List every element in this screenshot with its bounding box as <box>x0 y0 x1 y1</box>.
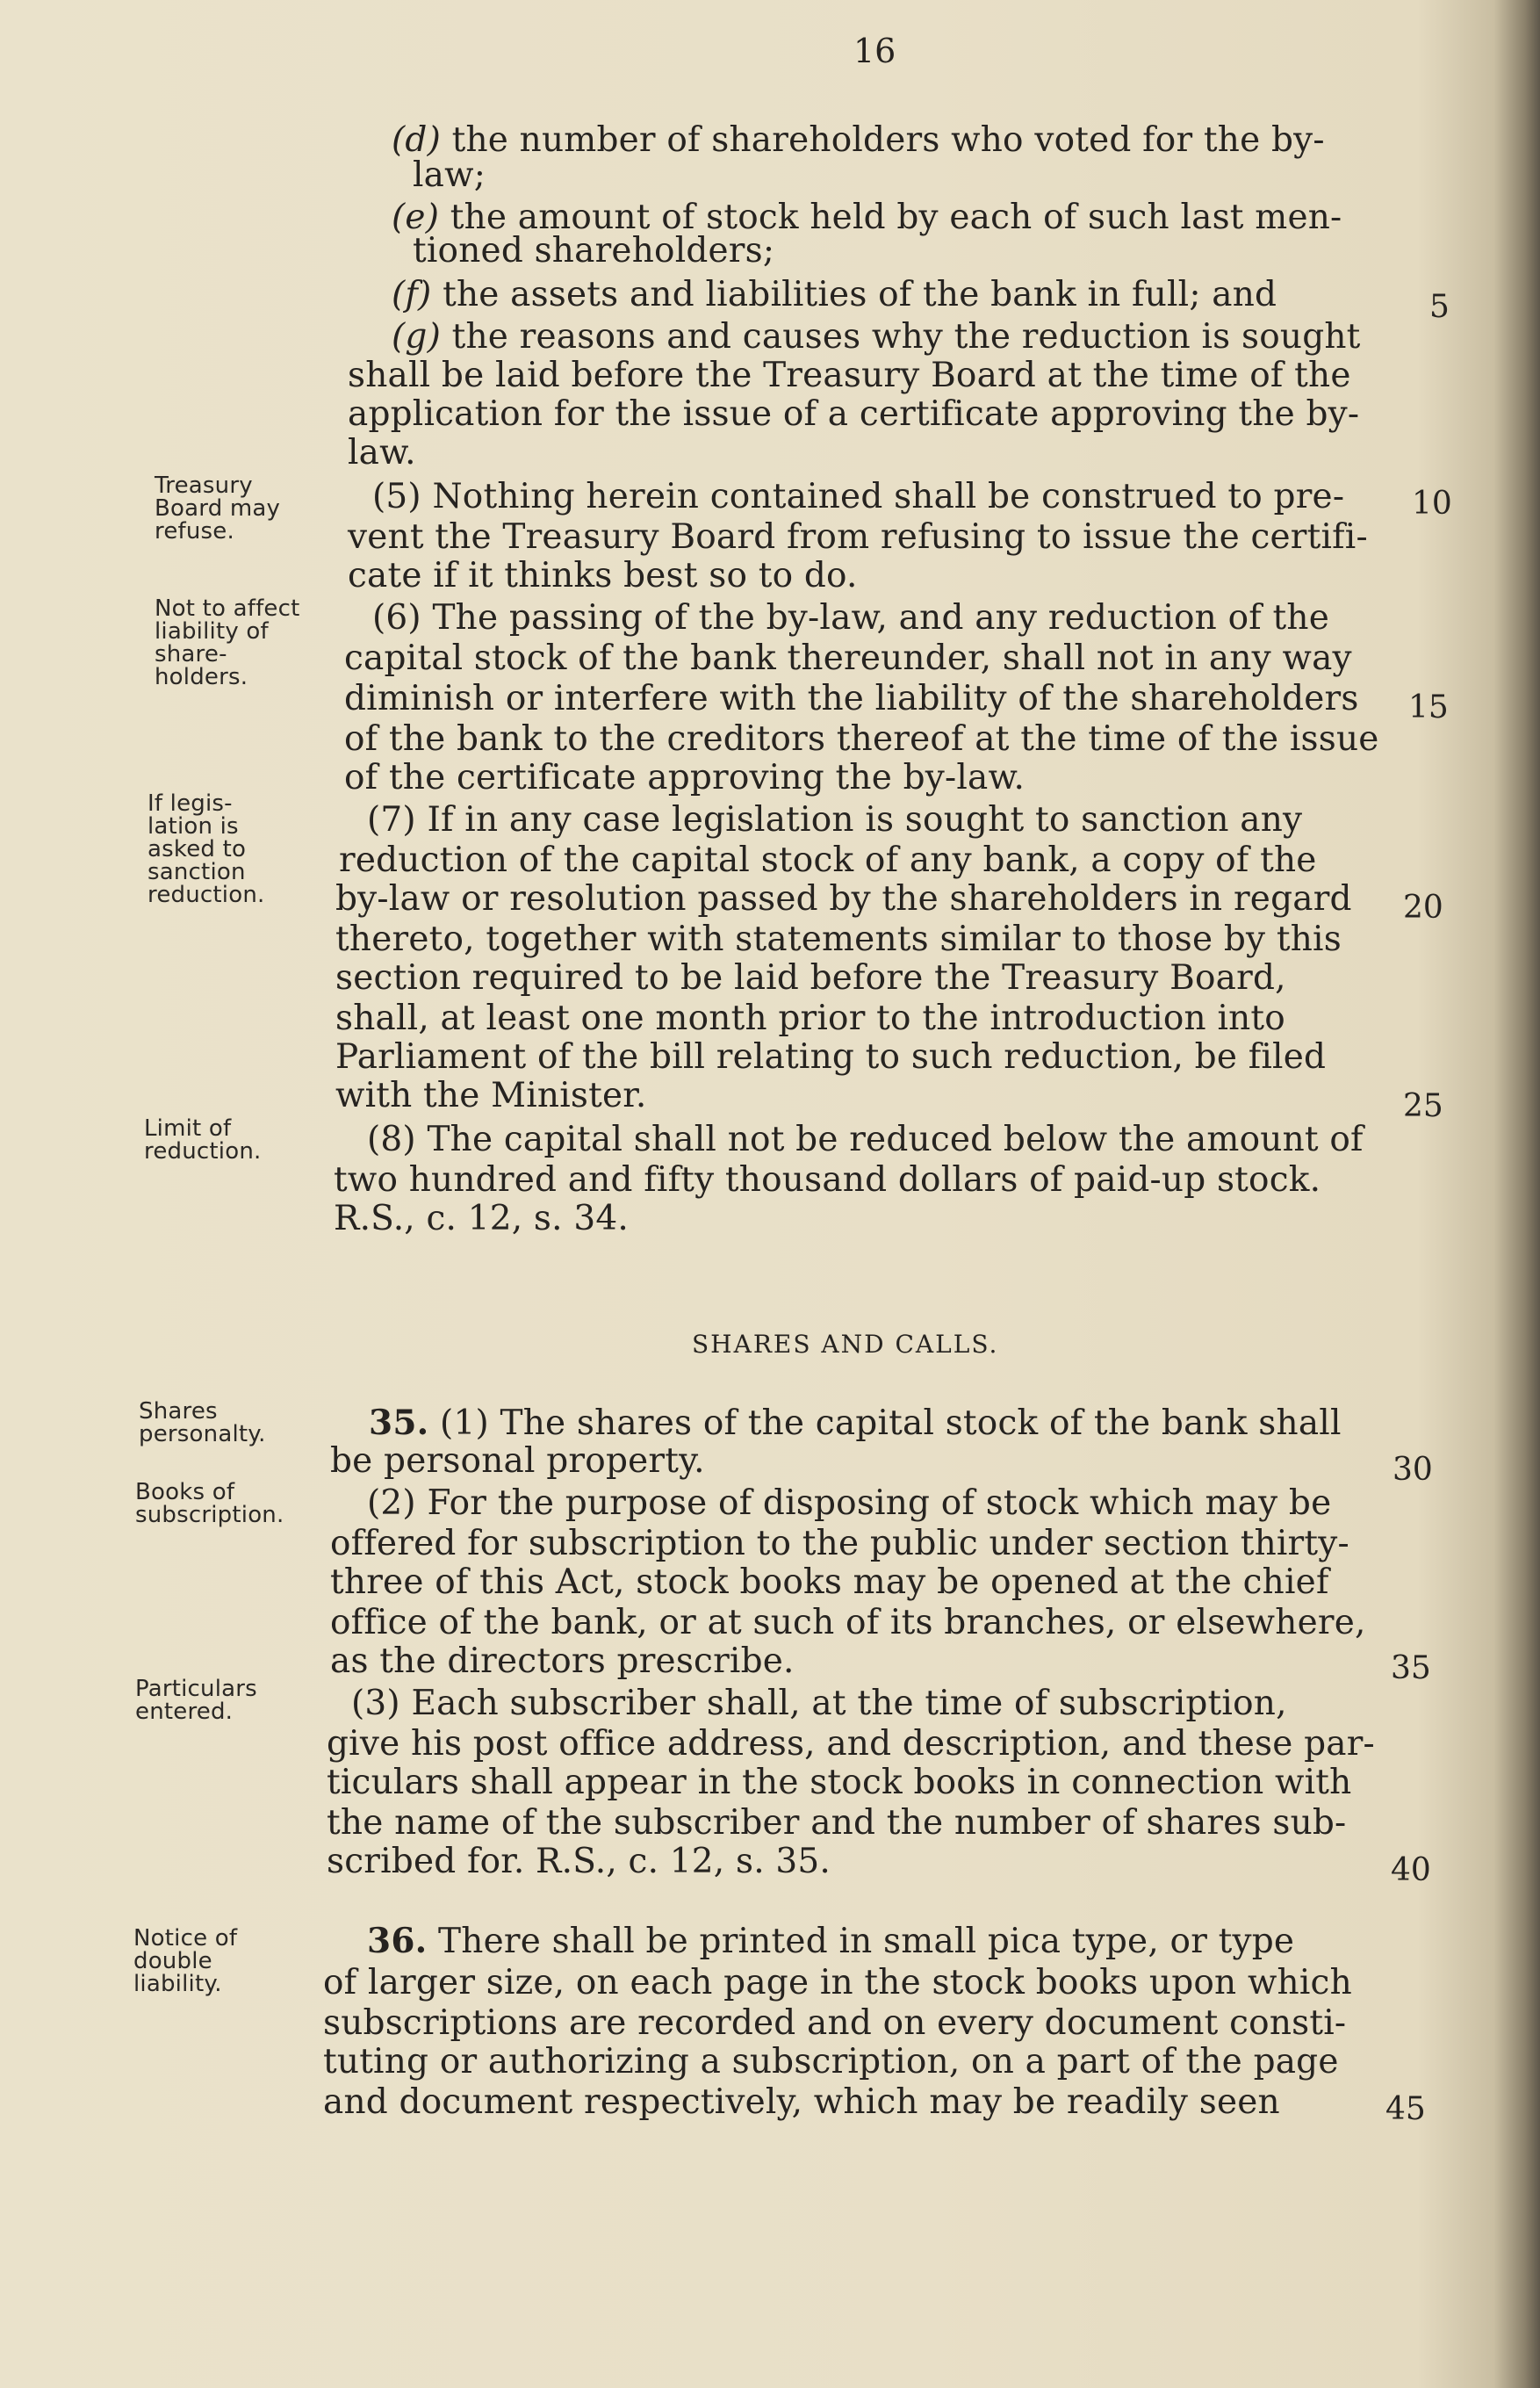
line-number: 35 <box>1391 1650 1431 1686</box>
text-line: the name of the subscriber and the number of shares sub- <box>327 1803 1347 1843</box>
text-line: (7) If in any case legislation is sought to sanction any <box>367 800 1303 840</box>
text-line: law; <box>413 155 486 195</box>
text-line: 36. There shall be printed in small pica type, or type <box>367 1921 1295 1961</box>
text-line: (8) The capital shall not be reduced below the amount of <box>367 1120 1364 1159</box>
text-line: law. <box>348 433 416 473</box>
line-number: 45 <box>1385 2091 1426 2127</box>
line-number: 20 <box>1403 890 1443 926</box>
text-line: (2) For the purpose of disposing of stock which may be <box>367 1483 1332 1523</box>
text-line: shall, at least one month prior to the introduction into <box>335 999 1285 1038</box>
section-heading: SHARES AND CALLS. <box>692 1330 999 1359</box>
text-line: of the certificate approving the by-law. <box>344 758 1025 797</box>
line-number: 40 <box>1391 1852 1431 1888</box>
text-line: application for the issue of a certificate approving the by- <box>348 394 1360 434</box>
text-line: tuting or authorizing a subscription, on a part of the page <box>323 2042 1339 2081</box>
text-line: shall be laid before the Treasury Board at the time of the <box>348 356 1351 395</box>
line-number: 10 <box>1412 486 1452 522</box>
line-number: 5 <box>1429 289 1450 325</box>
text-line: office of the bank, or at such of its branches, or elsewhere, <box>330 1603 1366 1642</box>
line-number: 30 <box>1392 1452 1433 1488</box>
text-line: (e) the amount of stock held by each of such last men- <box>392 198 1342 237</box>
margin-note-treasury-board: Treasury Board may refuse. <box>155 473 281 545</box>
text-line: as the directors prescribe. <box>330 1641 795 1681</box>
text-line: (5) Nothing herein contained shall be construed to pre- <box>372 477 1345 516</box>
text-line: diminish or interfere with the liability of the shareholders <box>344 679 1359 718</box>
line-number: 25 <box>1403 1088 1443 1124</box>
text-line: 35. (1) The shares of the capital stock of the bank shall <box>369 1403 1342 1443</box>
margin-note-limit: Limit of reduction. <box>144 1115 262 1165</box>
text-line: (3) Each subscriber shall, at the time of subscription, <box>351 1684 1287 1723</box>
margin-note-liability: Not to affect liability of share- holders. <box>155 595 300 690</box>
text-line: two hundred and fifty thousand dollars of paid-up stock. <box>334 1160 1321 1200</box>
text-line: offered for subscription to the public under section thirty- <box>330 1524 1349 1563</box>
text-line: reduction of the capital stock of any bank, a copy of the <box>339 840 1317 880</box>
text-line: by-law or resolution passed by the shareholders in regard <box>335 879 1352 919</box>
text-line: R.S., c. 12, s. 34. <box>334 1199 629 1238</box>
line-number: 15 <box>1408 689 1449 725</box>
text-line: thereto, together with statements similar to those by this <box>335 920 1342 959</box>
text-line: cate if it thinks best so to do. <box>348 556 858 595</box>
text-line: give his post office address, and description, and these par- <box>327 1724 1375 1764</box>
text-line: Parliament of the bill relating to such reduction, be filed <box>335 1037 1327 1077</box>
text-line: capital stock of the bank thereunder, shall not in any way <box>344 638 1352 678</box>
text-line: with the Minister. <box>335 1076 647 1115</box>
text-line: (g) the reasons and causes why the reduction is sought <box>392 317 1361 357</box>
text-line: (6) The passing of the by-law, and any reduction of the <box>372 598 1329 638</box>
text-line: subscriptions are recorded and on every document consti- <box>323 2003 1347 2043</box>
page-number: 16 <box>853 32 896 70</box>
text-line: of larger size, on each page in the stock books upon which <box>323 1963 1352 2002</box>
text-line: ticulars shall appear in the stock books in connection with <box>327 1763 1352 1802</box>
margin-note-particulars: Particulars entered. <box>135 1676 257 1725</box>
text-line: (f) the assets and liabilities of the bank in full; and <box>392 275 1277 314</box>
text-line: three of this Act, stock books may be opened at the chief <box>330 1562 1329 1602</box>
text-line: of the bank to the creditors thereof at the time of the issue <box>344 719 1379 759</box>
text-line: tioned shareholders; <box>413 231 775 271</box>
text-line: vent the Treasury Board from refusing to issue the certifi- <box>348 517 1368 557</box>
text-line: section required to be laid before the Treasury Board, <box>335 958 1286 998</box>
text-line: and document respectively, which may be readily seen <box>323 2082 1280 2122</box>
margin-note-notice: Notice of double liability. <box>133 1925 238 1997</box>
text-line: scribed for. R.S., c. 12, s. 35. <box>327 1842 831 1881</box>
margin-note-shares: Shares personalty. <box>139 1398 266 1447</box>
text-line: (d) the number of shareholders who voted for the by- <box>392 120 1325 160</box>
margin-note-books: Books of subscription. <box>135 1479 284 1528</box>
margin-note-legislation: If legis- lation is asked to sanction reduction. <box>148 790 265 908</box>
text-line: be personal property. <box>330 1441 705 1481</box>
